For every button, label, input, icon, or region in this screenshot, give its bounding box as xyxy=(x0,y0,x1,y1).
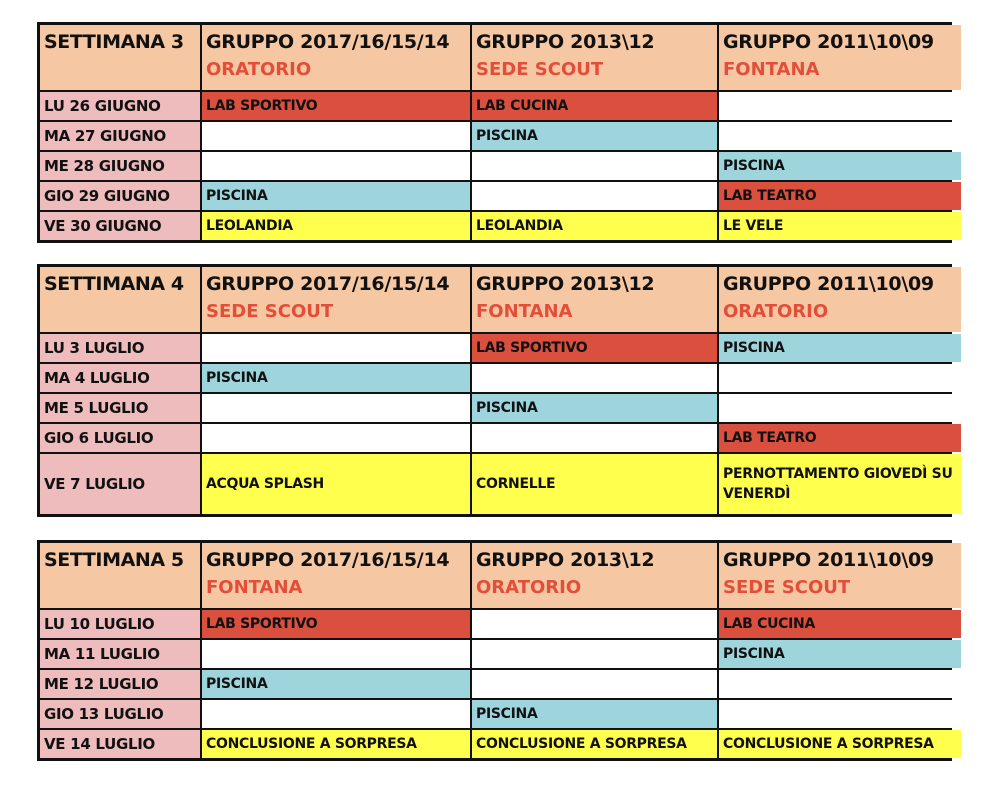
activity-cell: LEOLANDIA xyxy=(472,212,717,240)
day-label: LU 3 LUGLIO xyxy=(40,334,200,362)
group-header xyxy=(202,267,470,332)
group-location: SEDE SCOUT xyxy=(723,577,851,598)
activity-cell xyxy=(472,182,717,210)
week-table xyxy=(37,540,952,761)
group-name: GRUPPO 2011\10\09 xyxy=(723,31,934,53)
day-label: VE 14 LUGLIO xyxy=(40,730,200,758)
day-label: ME 28 GIUGNO xyxy=(40,152,200,180)
group-header xyxy=(202,25,470,90)
group-header xyxy=(472,267,717,332)
activity-cell xyxy=(472,640,717,668)
activity-cell: LAB CUCINA xyxy=(472,92,717,120)
week-label: SETTIMANA 5 xyxy=(40,543,200,608)
group-location: FONTANA xyxy=(206,577,303,598)
group-header xyxy=(472,543,717,608)
activity-cell: LAB SPORTIVO xyxy=(472,334,717,362)
activity-cell: CONCLUSIONE A SORPRESA xyxy=(472,730,717,758)
group-header xyxy=(719,543,961,608)
activity-cell xyxy=(202,700,470,728)
activity-cell xyxy=(472,610,717,638)
week-table xyxy=(37,22,952,243)
activity-cell: LAB TEATRO xyxy=(719,424,961,452)
day-label: VE 7 LUGLIO xyxy=(40,454,200,514)
group-location: FONTANA xyxy=(476,301,573,322)
group-name: GRUPPO 2011\10\09 xyxy=(723,549,934,571)
activity-cell xyxy=(472,424,717,452)
activity-cell: PERNOTTAMENTO GIOVEDÌ SU VENERDÌ xyxy=(719,454,961,514)
activity-cell xyxy=(719,122,961,150)
activity-cell xyxy=(472,670,717,698)
activity-cell: PISCINA xyxy=(202,182,470,210)
group-header xyxy=(719,25,961,90)
activity-cell xyxy=(202,394,470,422)
activity-cell: PISCINA xyxy=(202,364,470,392)
activity-cell: PISCINA xyxy=(719,640,961,668)
activity-cell xyxy=(202,152,470,180)
activity-cell: PISCINA xyxy=(719,334,961,362)
activity-cell: LAB CUCINA xyxy=(719,610,961,638)
activity-cell: ACQUA SPLASH xyxy=(202,454,470,514)
week-table xyxy=(37,264,952,517)
group-name: GRUPPO 2013\12 xyxy=(476,549,655,571)
activity-cell xyxy=(719,92,961,120)
activity-cell xyxy=(719,670,961,698)
group-name: GRUPPO 2013\12 xyxy=(476,273,655,295)
group-name: GRUPPO 2017/16/15/14 xyxy=(206,549,450,571)
activity-cell: LE VELE xyxy=(719,212,961,240)
activity-cell: LAB SPORTIVO xyxy=(202,92,470,120)
activity-cell xyxy=(202,334,470,362)
group-header xyxy=(719,267,961,332)
day-label: LU 26 GIUGNO xyxy=(40,92,200,120)
day-label: MA 11 LUGLIO xyxy=(40,640,200,668)
activity-cell xyxy=(202,122,470,150)
group-location: ORATORIO xyxy=(206,59,312,80)
day-label: MA 4 LUGLIO xyxy=(40,364,200,392)
activity-cell: PISCINA xyxy=(472,122,717,150)
group-location: FONTANA xyxy=(723,59,820,80)
group-location: ORATORIO xyxy=(476,577,582,598)
activity-cell xyxy=(719,394,961,422)
group-header xyxy=(472,25,717,90)
activity-cell xyxy=(472,152,717,180)
activity-cell: LAB SPORTIVO xyxy=(202,610,470,638)
activity-cell: PISCINA xyxy=(719,152,961,180)
day-label: GIO 29 GIUGNO xyxy=(40,182,200,210)
group-name: GRUPPO 2013\12 xyxy=(476,31,655,53)
week-label: SETTIMANA 4 xyxy=(40,267,200,332)
activity-cell: PISCINA xyxy=(472,700,717,728)
activity-cell xyxy=(472,364,717,392)
activity-cell: PISCINA xyxy=(472,394,717,422)
activity-cell: CONCLUSIONE A SORPRESA xyxy=(719,730,961,758)
day-label: GIO 13 LUGLIO xyxy=(40,700,200,728)
group-name: GRUPPO 2017/16/15/14 xyxy=(206,273,450,295)
group-location: SEDE SCOUT xyxy=(206,301,334,322)
day-label: ME 12 LUGLIO xyxy=(40,670,200,698)
group-name: GRUPPO 2011\10\09 xyxy=(723,273,934,295)
group-location: SEDE SCOUT xyxy=(476,59,604,80)
group-location: ORATORIO xyxy=(723,301,829,322)
activity-cell xyxy=(719,364,961,392)
day-label: MA 27 GIUGNO xyxy=(40,122,200,150)
day-label: LU 10 LUGLIO xyxy=(40,610,200,638)
activity-cell xyxy=(202,424,470,452)
group-header xyxy=(202,543,470,608)
group-name: GRUPPO 2017/16/15/14 xyxy=(206,31,450,53)
activity-cell: LAB TEATRO xyxy=(719,182,961,210)
activity-cell: CORNELLE xyxy=(472,454,717,514)
week-label: SETTIMANA 3 xyxy=(40,25,200,90)
activity-cell xyxy=(719,700,961,728)
activity-cell: CONCLUSIONE A SORPRESA xyxy=(202,730,470,758)
activity-cell xyxy=(202,640,470,668)
day-label: ME 5 LUGLIO xyxy=(40,394,200,422)
activity-cell: PISCINA xyxy=(202,670,470,698)
day-label: GIO 6 LUGLIO xyxy=(40,424,200,452)
day-label: VE 30 GIUGNO xyxy=(40,212,200,240)
activity-cell: LEOLANDIA xyxy=(202,212,470,240)
